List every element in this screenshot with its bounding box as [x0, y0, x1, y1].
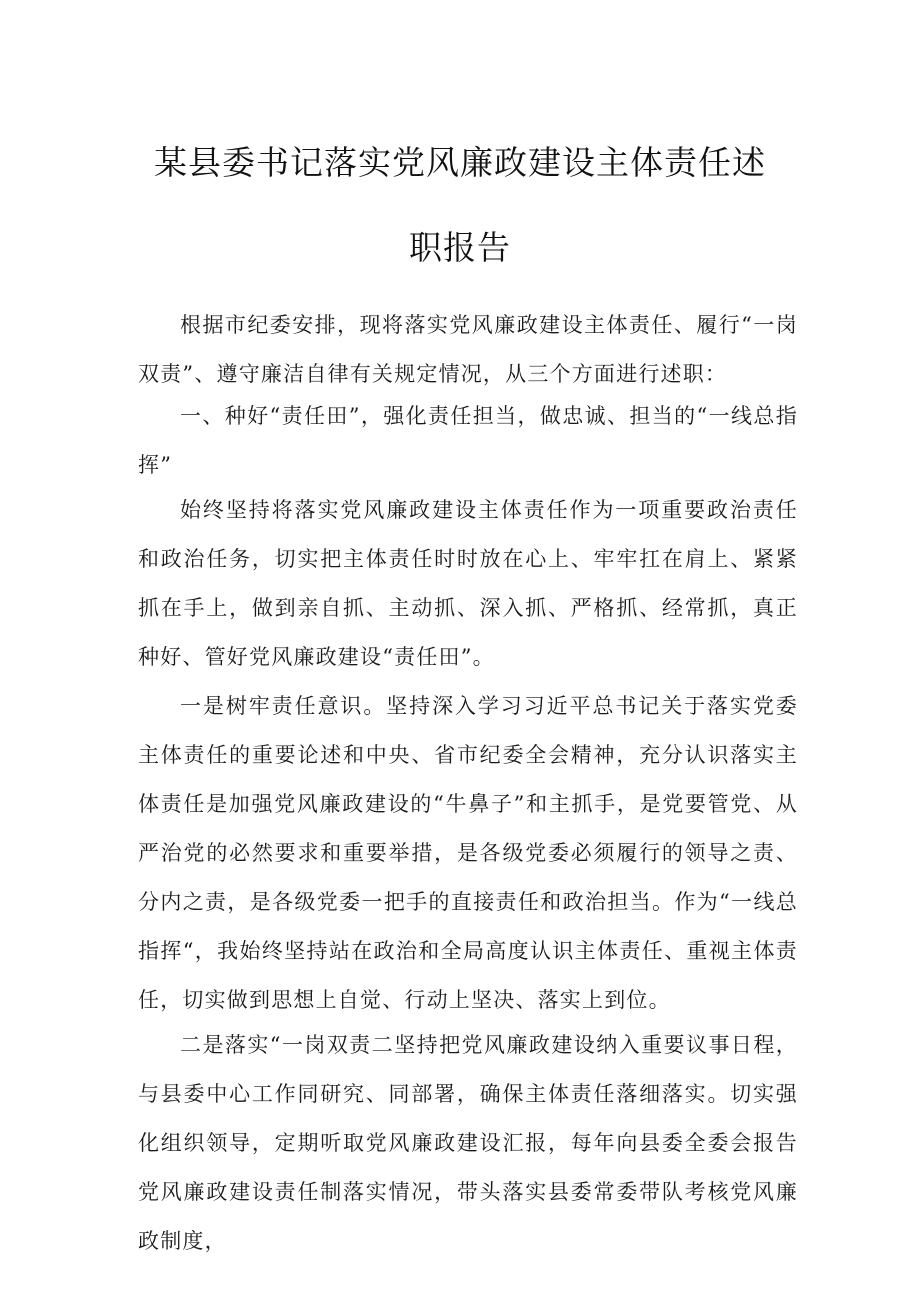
document-title-line-1: 某县委书记落实党风廉政建设主体责任述 — [154, 143, 766, 182]
paragraph-point-1: 一是树牢责任意识。坚持深入学习习近平总书记关于落实党委主体责任的重要论述和中央、省市纪委全会精神，充分认识落实主体责任是加强党风廉政建设的“牛鼻子”和主抓手，是党要管党、从严治党的必然要求和重要举措，是各级党委必须履行的领导之责、分内之责，是各级党委一把手的直接责任和政治担当。作为“一线总指挥“，我始终坚持站在政治和全局高度认识主体责任、重视主体责任，切实做到思想上自觉、行动上坚决、落实上到位。 — [138, 694, 798, 1012]
paragraph-intro: 根据市纪委安排，现将落实党风廉政建设主体责任、履行“一岗双责”、遵守廉洁自律有关规定情况，从三个方面进行述职： — [138, 313, 798, 386]
paragraph-point-2: 二是落实“一岗双责二坚持把党风廉政建设纳入重要议事日程，与县委中心工作同研究、同部署，确保主体责任落细落实。切实强化组织领导，定期听取党风廉政建设汇报，每年向县委全委会报告党风廉政建设责任制落实情况，带头落实县委常委带队考核党风廉政制度， — [138, 1033, 798, 1253]
paragraph-section-1-overview: 始终坚持将落实党风廉政建设主体责任作为一项重要政治责任和政治任务，切实把主体责任时时放在心上、牢牢扛在肩上、紧紧抓在手上，做到亲自抓、主动抓、深入抓、严格抓、经常抓，真正种好、管好党风廉政建设“责任田”。 — [138, 498, 798, 669]
paragraph-section-heading-1: 一、种好“责任田”，强化责任担当，做忠诚、担当的“一线总指挥” — [138, 404, 798, 477]
document-title-line-2: 职报告 — [409, 228, 511, 267]
